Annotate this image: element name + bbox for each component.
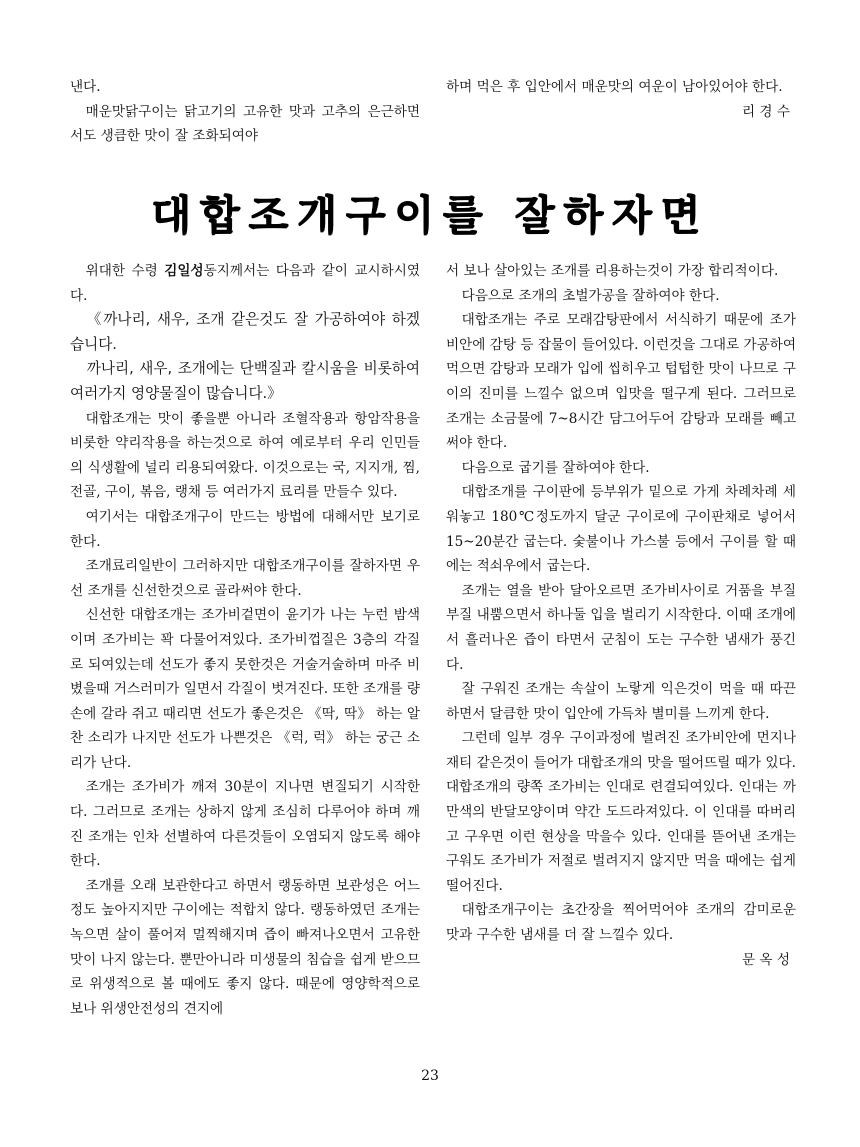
article-paragraph: 조개를 오래 보관한다고 하면서 랭동하면 보관성은 어느 정도 높아지지만 구이에는 적합치 않다. 랭동하였던 조개는 녹으면 살이 풀어져 멀찍해지며 즙이 빠져나오면서 고유한 맛이 나지 않는다. 뿐만아니라 미생물의 침습을 쉽게 받으므로 위생적으로 볼 때에도 좋지 않다. 때문에 영양학적으로 보나 위생안전성의 견지에 xyxy=(70,877,420,1017)
prev-article-line: 낸다. xyxy=(70,79,101,95)
prev-article-paragraph: 매운맛닭구이는 닭고기의 고유한 맛과 고추의 은근하면서도 생큼한 맛이 잘 조화되여야 xyxy=(70,103,420,145)
article-left-column xyxy=(70,259,420,1021)
article-paragraph: 여기서는 대합조개구이 만드는 방법에 대해서만 보기로 한다. xyxy=(70,508,420,550)
prev-article-author: 리 경 수 xyxy=(741,103,790,120)
article-paragraph: 조개는 조가비가 깨져 30분이 지나면 변질되기 시작한다. 그러므로 조개는 상하지 않게 조심히 다루어야 하며 깨진 조개는 인차 선별하여 다른것들이 오염되지 않도록 해야 한다. xyxy=(70,779,420,870)
leader-name: 김일성 xyxy=(164,263,204,279)
prev-article-left-column xyxy=(70,75,420,149)
article-paragraph: 다음으로 굽기를 잘하여야 한다. xyxy=(461,459,650,476)
quotation: 《까나리, 새우, 조개 같은것도 잘 가공하여야 하겠습니다. xyxy=(70,311,420,353)
article-paragraph xyxy=(70,259,420,308)
article-paragraph: 서 보나 살아있는 조개를 리용하는것이 가장 합리적이다. xyxy=(446,263,779,279)
article-paragraph: 대합조개는 주로 모래감탕판에서 서식하기 때문에 조가비안에 감탕 등 잡물이 들어있다. 이런것을 그대로 가공하여 먹으면 감탕과 모래가 입에 씹히우고 텁텁한 맛이 나므로 구이의 진미를 느낄수 없으며 입맛을 떨구게 된다. 그러므로 조개는 소금물에 7~8시간 담그어두어 감탕과 모래를 빼고 써야 한다. xyxy=(446,312,796,452)
article-paragraph: 그런데 일부 경우 구이과정에 벌려진 조가비안에 먼지나 재티 같은것이 들어가 대합조개의 맛을 떨어뜨릴 때가 있다. 대합조개의 량쪽 조가비는 인대로 련결되여있다. 인대는 까만색의 반달모양이며 약간 도드라져있다. 이 인대를 따버리고 구우면 이런 현상을 막을수 있다. 인대를 뜯어낸 조개는 구워도 조가비가 저절로 벌려지지 않지만 먹을 때에는 쉽게 떨어진다. xyxy=(446,730,796,894)
paragraph-text: 위대한 수령 xyxy=(85,263,165,279)
article-paragraph: 조개료리일반이 그러하지만 대합조개구이를 잘하자면 우선 조개를 신선한것으로 골라써야 한다. xyxy=(70,558,420,599)
article-right-column xyxy=(446,259,796,972)
article-paragraph: 대합조개구이는 초간장을 찍어먹어야 조개의 감미로운 맛과 구수한 냄새를 더 잘 느낄수 있다. xyxy=(446,902,796,944)
prev-article-right-column xyxy=(446,75,796,124)
article-paragraph: 잘 구워진 조개는 속살이 노랗게 익은것이 먹을 때 따끈하면서 달큼한 맛이 입안에 가득차 별미를 느끼게 한다. xyxy=(446,681,796,722)
article-paragraph: 다음으로 조개의 초벌가공을 잘하여야 한다. xyxy=(461,287,720,304)
quotation: 까나리, 새우, 조개에는 단백질과 칼시움을 비롯하여 여러가지 영양물질이 많습니다.》 xyxy=(70,360,420,402)
prev-article-paragraph: 하며 먹은 후 입안에서 매운맛의 여운이 남아있어야 한다. xyxy=(446,79,783,95)
article-title: 대합조개구이를 잘하자면 xyxy=(151,191,709,239)
paragraph-text: 동지께서는 다음과 같이 교시하시였다. xyxy=(70,263,420,304)
page-number: 23 xyxy=(421,1068,439,1084)
article-paragraph: 대합조개를 구이판에 등부위가 밑으로 가게 차례차례 세워놓고 180℃정도까지 달군 구이로에 구이판채로 넣어서 15~20분간 굽는다. 숯불이나 가스불 등에서 구이를 할 때에는 적쇠우에서 굽는다. xyxy=(446,484,796,575)
article-author: 문 옥 성 xyxy=(741,951,790,968)
article-paragraph: 조개는 열을 받아 달아오르면 조가비사이로 거품을 부질부질 내뿜으면서 하나둘 입을 벌리기 시작한다. 이때 조개에서 흘러나온 즙이 타면서 군침이 도는 구수한 냄새가 풍긴다. xyxy=(446,582,796,673)
article-paragraph: 대합조개는 맛이 좋을뿐 아니라 조혈작용과 항암작용을 비롯한 약리작용을 하는것으로 하여 예로부터 우리 인민들의 식생활에 널리 리용되여왔다. 이것으로는 국, 지지개, 찜, 전골, 구이, 볶음, 랭채 등 여러가지 료리를 만들수 있다. xyxy=(70,410,420,501)
article-paragraph: 신선한 대합조개는 조가비겉면이 윤기가 나는 누런 밤색이며 조가비는 꽉 다물어져있다. 조가비껍질은 3층의 각질로 되여있는데 선도가 좋지 못한것은 거술거술하며 마주 비볐을때 거스러미가 일면서 각질이 벗겨진다. 또한 조개를 량손에 갈라 쥐고 때리면 선도가 좋은것은 《딱, 딱》 하는 알찬 소리가 나지만 선도가 나쁜것은 《럭, 럭》 하는 궁근 소리가 난다. xyxy=(70,607,420,771)
